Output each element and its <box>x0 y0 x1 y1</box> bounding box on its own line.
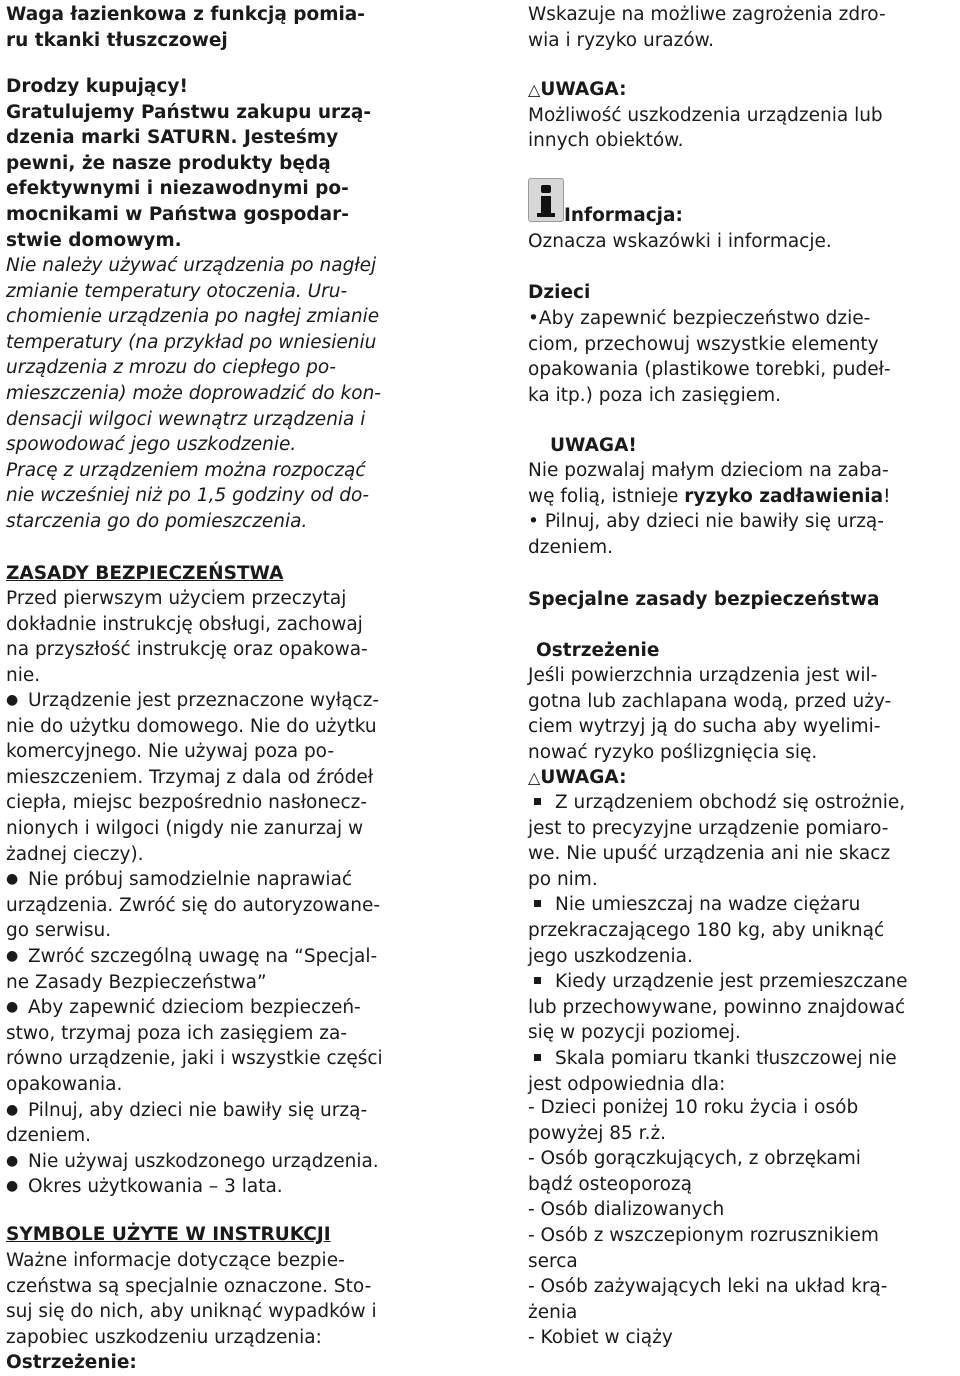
warning-triangle-icon: △ <box>528 768 541 787</box>
film-warning: Nie pozwalaj małym dzieciom na zaba- wę folią, istnieje ryzyko zadławienia! • Pilnuj, aby dzieci nie bawiły się urzą- dzeniem. <box>528 460 891 558</box>
info-description: Oznacza wskazówki i informacje. <box>528 231 832 252</box>
safety-bullet-list: ● Urządzenie jest przeznaczone wyłącz- nie do użytku domowego. Nie do użytku komercyjnego. Nie używaj poza po- mieszczeniem. Trzymaj z dala od źródeł ciepła, miejsc bezpośrednio nasłonecz- nionych i wilgoci (nigdy nie zanurzaj w żadnej cieczy). ● Nie próbuj samodzielnie naprawiać urządzenia. Zwróć się do autoryzowane- go serwisu. ● Zwróć szczególną uwagę na “Specjal- ne Zasady Bezpieczeństwa” ● Aby zapewnić dzieciom bezpieczeń- stwo, trzymaj poza ich zasięgiem za- równo urządzenie, jaki i wszystkie części opakowania. ● Pilnuj, aby dzieci nie bawiły się urzą- dzeniem. ● Nie używaj uszkodzonego urządzenia. ● Okres użytkowania – 3 lata. <box>6 688 434 1200</box>
symbols-intro: Ważne informacje dotyczące bezpie- czeństwa są specjalnie oznaczone. Sto- suj się do nich, aby uniknąć wypadków i zapobiec uszkodzeniu urządzenia: Ostrzeżenie: <box>6 1248 434 1376</box>
caution-block: △UWAGA: Możliwość uszkodzenia urządzenia lub innych obiektów. <box>528 77 958 154</box>
list-item: ● Pilnuj, aby dzieci nie bawiły się urzą- <box>6 1098 434 1124</box>
excluded-groups-list: - Dzieci poniżej 10 roku życia i osób powyżej 85 r.ż. - Osób gorączkujących, z obrzękami bądź osteoporozą - Osób dializowanych - Osób z wszczepionym rozrusznikiem serca - Osób zażywających leki na układ krą- żenia - Kobiet w ciąży <box>528 1097 888 1349</box>
list-item: Nie umieszczaj na wadze ciężaru <box>528 892 958 918</box>
wet-surface-warning: Jeśli powierzchnia urządzenia jest wil- gotna lub zachlapana wodą, przed uży- ciem wytrzyj ją do sucha aby wyelimi- nować ryzyko poślizgnięcia się. <box>528 665 892 763</box>
choking-risk: ryzyko zadławienia <box>684 485 884 507</box>
bullet-icon: ● <box>6 1101 19 1118</box>
list-item: ● Aby zapewnić dzieciom bezpieczeń- <box>6 995 434 1021</box>
square-bullet-icon <box>534 977 541 984</box>
list-item: ● Nie używaj uszkodzonego urządzenia. <box>6 1149 434 1175</box>
symbols-heading: SYMBOLE UŻYTE W INSTRUKCJI <box>6 1224 331 1245</box>
bullet-icon: ● <box>6 1178 19 1195</box>
special-safety-heading: Specjalne zasady bezpieczeństwa <box>528 589 880 610</box>
list-item: ● Nie próbuj samodzielnie naprawiać <box>6 867 434 893</box>
ostrzezenie-heading: Ostrzeżenie <box>536 640 660 661</box>
children-heading: Dzieci <box>528 282 591 303</box>
bullet-icon: ● <box>6 1152 19 1169</box>
warning-description: Wskazuje na możliwe zagrożenia zdro- wia i ryzyko urazów. <box>528 4 886 51</box>
bullet-icon: • <box>528 308 539 329</box>
list-item: Skala pomiaru tkanki tłuszczowej nie <box>528 1046 958 1072</box>
safety-heading: ZASADY BEZPIECZEŃSTWA <box>6 563 284 584</box>
temperature-warning: Nie należy używać urządzenia po nagłej zmianie temperatury otoczenia. Uru- chomienie urządzenia po nagłej zmianie temperatury (na przykład po wniesieniu urządzenia z mrozu do ciepłego po- mieszczenia) może doprowadzić do kon- densacji wilgoci wewnątrz urządzenia i spowodować jego uszkodzenie. Pracę z urządzeniem można rozpocząć nie wcześniej niż po 1,5 godziny od do- starczenia go do pomieszczenia. <box>6 255 381 532</box>
square-bullet-icon <box>534 798 541 805</box>
scale-rules-list: Z urządzeniem obchodź się ostrożnie, jest to precyzyjne urządzenie pomiaro- we. Nie upuść urządzenia ani nie skacz po nim. Nie umieszczaj na wadze ciężaru przekraczającego 180 kg, aby uniknąć jego uszkodzenia. Kiedy urządzenie jest przemieszczane lub przechowywane, powinno znajdować się w pozycji poziomej. Skala pomiaru tkanki tłuszczowej nie jest odpowiednia dla: <box>528 790 958 1097</box>
children-paragraph: •Aby zapewnić bezpieczeństwo dzie- ciom, przechowuj wszystkie elementy opakowania (plastikowe torebki, pudeł- ka itp.) poza ich zasięgiem. <box>528 308 891 406</box>
info-label: Informacja: <box>564 205 683 226</box>
uwaga-scale-heading: △UWAGA: <box>528 767 627 788</box>
bullet-icon: ● <box>6 692 19 708</box>
warning-label: Ostrzeżenie: <box>6 1352 137 1374</box>
list-item: ● Okres użytkowania – 3 lata. <box>6 1174 434 1200</box>
square-bullet-icon <box>534 900 541 907</box>
list-item: ● Zwróć szczególną uwagę na “Specjal- <box>6 944 434 970</box>
square-bullet-icon <box>534 1054 541 1061</box>
product-title: Waga łazienkowa z funkcją pomia- ru tkanki tłuszczowej <box>6 4 365 51</box>
warning-triangle-icon: △ <box>528 80 541 99</box>
list-item: Kiedy urządzenie jest przemieszczane <box>528 969 958 995</box>
list-item: Z urządzeniem obchodź się ostrożnie, <box>528 790 958 816</box>
bullet-icon: ● <box>6 871 19 888</box>
caution-heading: △UWAGA: <box>528 79 627 100</box>
bullet-icon: ● <box>6 999 19 1016</box>
bullet-icon: ● <box>6 947 19 964</box>
info-icon <box>528 178 564 222</box>
uwaga-children: UWAGA! <box>550 435 637 456</box>
list-item: ● Urządzenie jest przeznaczone wyłącz- <box>6 688 434 714</box>
bullet-icon: • <box>528 511 539 533</box>
safety-intro: Przed pierwszym użyciem przeczytaj dokładnie instrukcję obsługi, zachowaj na przyszłość instrukcję oraz opakowa- nie. <box>6 588 368 686</box>
greeting-paragraph: Drodzy kupujący! Gratulujemy Państwu zakupu urzą- dzenia marki SATURN. Jesteśmy pewni, że nasze produkty będą efektywnymi i niezawodnymi po- mocnikami w Państwa gospodar- stwie domowym. <box>6 76 372 251</box>
